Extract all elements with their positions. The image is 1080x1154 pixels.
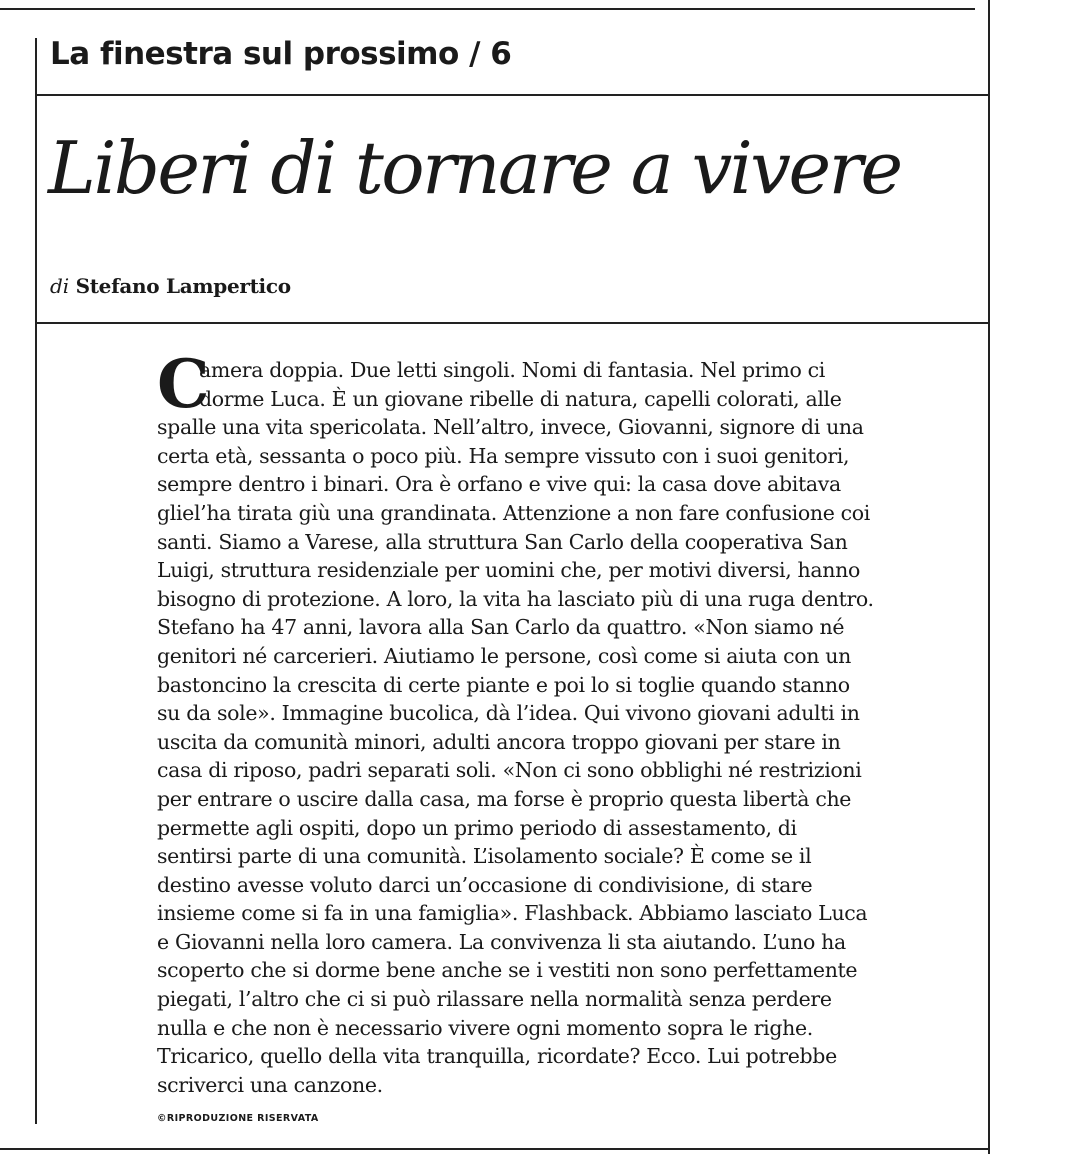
body-line: sentirsi parte di una comunità. L’isolamento sociale? È come se il: [157, 844, 812, 869]
body-line: permette agli ospiti, dopo un primo periodo di assestamento, di: [157, 815, 797, 840]
body-line: insieme come si fa in una famiglia». Flashback. Abbiamo lasciato Luca: [157, 901, 868, 926]
body-line: bisogno di protezione. A loro, la vita ha lasciato più di una ruga dentro.: [157, 586, 874, 611]
body-line: scoperto che si dorme bene anche se i vestiti non sono perfettamente: [157, 958, 858, 983]
body-line: spalle una vita spericolata. Nell’altro, invece, Giovanni, signore di una: [157, 415, 864, 440]
body-line: su da sole». Immagine bucolica, dà l’idea. Qui vivono giovani adulti in: [157, 701, 860, 726]
article-headline: Liberi di tornare a vivere: [48, 126, 901, 210]
body-line: per entrare o uscire dalla casa, ma forse è proprio questa libertà che: [157, 786, 852, 811]
body-line: gliel’ha tirata giù una grandinata. Attenzione a non fare confusione coi: [157, 500, 870, 525]
body-line: nulla e che non è necessario vivere ogni momento sopra le righe.: [157, 1015, 813, 1040]
body-line: casa di riposo, padri separati soli. «Non ci sono obblighi né restrizioni: [157, 758, 862, 783]
kicker-divider: [36, 94, 988, 96]
body-line: e Giovanni nella loro camera. La convivenza li sta aiutando. L’uno ha: [157, 929, 846, 954]
body-line: uscita da comunità minori, adulti ancora troppo giovani per stare in: [157, 729, 841, 754]
copyright-notice: ©RIPRODUZIONE RISERVATA: [157, 1113, 319, 1124]
body-line: piegati, l’altro che ci si può rilassare nella normalità senza perdere: [157, 987, 832, 1012]
body-line: scriverci una canzone.: [157, 1072, 383, 1097]
body-line: Luigi, struttura residenziale per uomini che, per motivi diversi, hanno: [157, 558, 860, 583]
page-bottom-rule: [0, 1148, 990, 1150]
body-line: destino avesse voluto darci un’occasione di condivisione, di stare: [157, 872, 813, 897]
article-body: [157, 356, 979, 1099]
byline-divider: [36, 322, 988, 324]
column-left-rule: [35, 38, 37, 1124]
body-line: santi. Siamo a Varese, alla struttura San Carlo della cooperativa San: [157, 529, 848, 554]
body-line: amera doppia. Due letti singoli. Nomi di fantasia. Nel primo ci: [199, 358, 825, 382]
body-line: bastoncino la crescita di certe piante e poi lo si toglie quando stanno: [157, 672, 850, 697]
body-line: sempre dentro i binari. Ora è orfano e vive qui: la casa dove abitava: [157, 472, 841, 497]
byline: [50, 272, 291, 300]
body-line: genitori né carcerieri. Aiutiamo le persone, così come si aiuta con un: [157, 643, 852, 668]
body-line: Stefano ha 47 anni, lavora alla San Carlo da quattro. «Non siamo né: [157, 615, 845, 640]
author-name: Stefano Lampertico: [75, 274, 291, 298]
body-line: Tricarico, quello della vita tranquilla, ricordate? Ecco. Lui potrebbe: [157, 1044, 837, 1069]
page-top-rule: [0, 8, 975, 10]
drop-cap: C: [157, 345, 210, 423]
section-kicker: La finestra sul prossimo / 6: [50, 36, 512, 72]
body-line: certa età, sessanta o poco più. Ha sempre vissuto con i suoi genitori,: [157, 443, 850, 468]
body-line: dorme Luca. È un giovane ribelle di natura, capelli colorati, alle: [199, 386, 842, 411]
page-right-rule: [988, 0, 990, 1154]
byline-prefix: di: [50, 274, 70, 298]
